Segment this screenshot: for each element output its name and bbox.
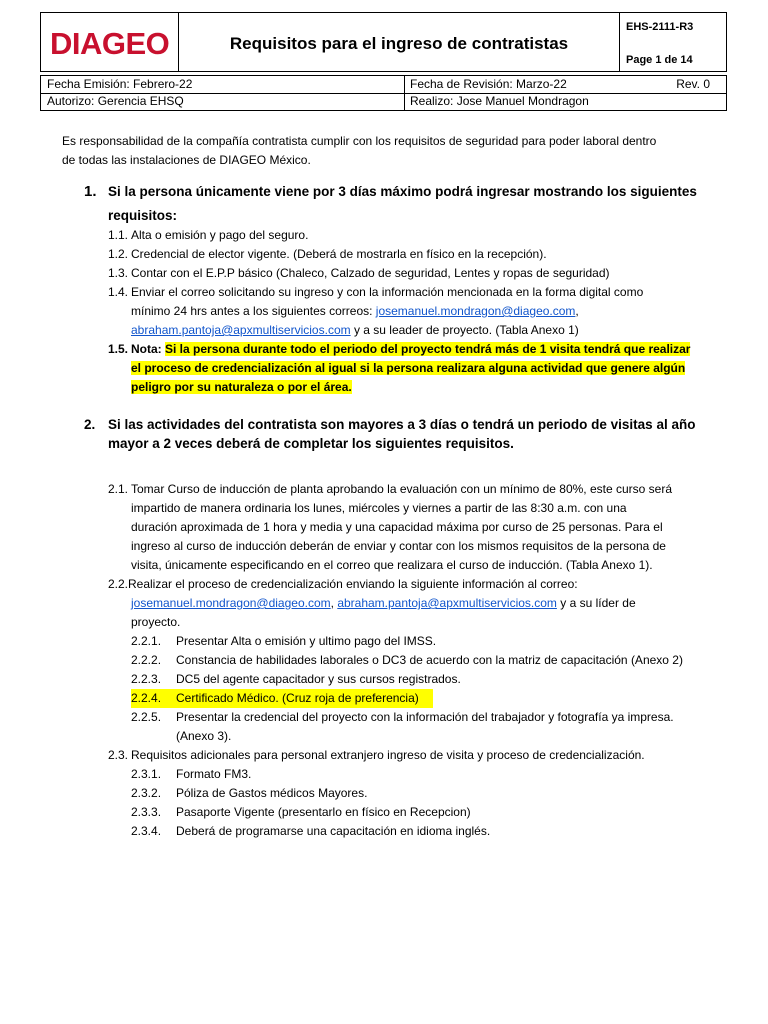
intro-line-2: de todas las instalaciones de DIAGEO México. [62,153,311,167]
item-1-4-number: 1.4. [108,285,129,299]
fecha-revision: Fecha de Revisión: Marzo-22 [410,77,567,91]
note-label: Nota: [131,342,165,356]
email-link-josemanuel[interactable]: josemanuel.mondragon@diageo.com [375,304,576,318]
item-1-1-number: 1.1. [108,228,129,242]
diageo-logo: DIAGEO [50,26,170,61]
section-1-title-line-1: Si la persona únicamente viene por 3 días máximo podrá ingresar mostrando los siguientes [108,184,697,199]
item-2-2-1-text: Presentar Alta o emisión y ultimo pago del IMSS. [176,634,437,648]
item-2-2-2-number: 2.2.2. [131,653,162,667]
item-2-3-number: 2.3. [108,748,129,762]
item-1-1-text: Alta o emisión y pago del seguro. [131,228,309,242]
meta-row-dates [41,76,726,94]
section-2-number: 2. [84,417,96,432]
item-2-3-1-text: Formato FM3. [176,767,252,781]
item-2-2-number: 2.2. [108,577,129,591]
item-2-2-5-number: 2.2.5. [131,710,162,724]
item-1-2-text: Credencial de elector vigente. (Deberá de mostrarla en físico en la recepción). [131,247,547,261]
item-2-3-4-number: 2.3.4. [131,824,162,838]
item-2-2-3-number: 2.2.3. [131,672,162,686]
item-2-3-text: Requisitos adicionales para personal extranjero ingreso de visita y proceso de credencialización. [131,748,645,762]
code-cell [620,13,726,71]
page-number: Page 1 de 14 [626,54,693,66]
item-2-3-1-number: 2.3.1. [131,767,162,781]
item-2-1-line-1: Tomar Curso de inducción de planta aprobando la evaluación con un mínimo de 80%, este curso será [131,482,672,496]
note-highlight-3: peligro por su naturaleza o por el área. [131,380,352,394]
item-2-3-2-number: 2.3.2. [131,786,162,800]
item-2-2-5-line-2: (Anexo 3). [176,729,232,743]
email-link-abraham-2[interactable]: abraham.pantoja@apxmultiservicios.com [337,596,557,610]
item-2-1-line-4: ingreso al curso de inducción deberán de enviar y contar con los mismos requisitos de la persona de [131,539,666,553]
section-2-title-line-1: Si las actividades del contratista son mayores a 3 días o tendrá un periodo de visitas al año [108,417,696,432]
autorizo: Autorizo: Gerencia EHSQ [47,94,184,108]
item-2-1-line-5: visita, únicamente especificando en el correo que realizara el curso de inducción. (Tabla Anexo 1). [131,558,653,572]
item-1-3-number: 1.3. [108,266,129,280]
item-2-2-3-text: DC5 del agente capacitador y sus cursos registrados. [176,672,461,686]
note-line-1 [131,340,690,359]
item-2-2-line-3: proyecto. [131,615,181,629]
item-2-2-4-highlight [131,689,433,708]
item-2-2-4-text: Certificado Médico. (Cruz roja de preferencia) [176,691,419,705]
note-highlight-1: Si la persona durante todo el periodo del proyecto tendrá más de 1 visita tendrá que realizar [165,342,691,356]
item-2-2-line-1: Realizar el proceso de credencialización enviando la siguiente información al correo: [128,577,578,591]
email-link-josemanuel-2[interactable]: josemanuel.mondragon@diageo.com [131,596,331,610]
document-title: Requisitos para el ingreso de contratistas [229,34,569,53]
revision-number: Rev. 0 [676,77,710,91]
item-1-5-number: 1.5. [108,342,129,356]
note-highlight-2: el proceso de credencialización al igual si la persona realizara alguna actividad que genere algún [131,361,686,375]
item-2-2-1-number: 2.2.1. [131,634,162,648]
item-2-3-3-number: 2.3.3. [131,805,162,819]
email-link-abraham[interactable]: abraham.pantoja@apxmultiservicios.com [131,323,351,337]
item-2-2-2-text: Constancia de habilidades laborales o DC3 de acuerdo con la matriz de capacitación (Anexo 2) [176,653,683,667]
realizo: Realizo: Jose Manuel Mondragon [410,94,589,108]
document-code: EHS-2111-R3 [626,21,694,33]
note-line-2 [131,359,685,378]
item-2-3-3-text: Pasaporte Vigente (presentarlo en físico en Recepcion) [176,805,471,819]
item-1-2-number: 1.2. [108,247,129,261]
item-1-4-line-3: abraham.pantoja@apxmultiservicios.com y a su leader de proyecto. (Tabla Anexo 1) [131,323,579,337]
item-2-2-line-2: josemanuel.mondragon@diageo.com, abraham.pantoja@apxmultiservicios.com y a su líder de [131,596,636,610]
meta-row-authors [41,93,726,110]
section-1-number: 1. [84,183,97,200]
note-line-3 [131,378,352,397]
document-header [40,12,727,72]
item-1-4-text: Enviar el correo solicitando su ingreso y con la información mencionada en la forma digital como [131,285,644,299]
section-2-title-line-2: mayor a 2 veces deberá de completar los siguientes requisitos. [108,436,514,451]
item-2-3-4-text: Deberá de programarse una capacitación en idioma inglés. [176,824,491,838]
section-1-title-line-2: requisitos: [108,208,178,223]
document-meta-table [40,75,727,111]
item-2-3-2-text: Póliza de Gastos médicos Mayores. [176,786,368,800]
item-2-1-number: 2.1. [108,482,129,496]
intro-line-1: Es responsabilidad de la compañía contratista cumplir con los requisitos de seguridad para poder laboral dentro [62,134,657,148]
item-1-4-line-2: mínimo 24 hrs antes a los siguientes correos: josemanuel.mondragon@diageo.com, [131,304,579,318]
title-cell [179,13,620,71]
item-2-1-line-3: duración aproximada de 1 hora y media y una capacidad máxima por curso de 25 personas. Para el [131,520,663,534]
item-2-1-line-2: impartido de manera ordinaria los lunes, miércoles y viernes a partir de las 8:30 a.m. con una [131,501,627,515]
fecha-emision: Fecha Emisión: Febrero-22 [47,77,193,91]
item-2-2-4-number: 2.2.4. [131,691,162,705]
item-2-2-5-text: Presentar la credencial del proyecto con la información del trabajador y fotografía ya impresa. [176,710,674,724]
item-1-3-text: Contar con el E.P.P básico (Chaleco, Calzado de seguridad, Lentes y ropas de seguridad) [131,266,610,280]
logo-cell [41,13,179,71]
